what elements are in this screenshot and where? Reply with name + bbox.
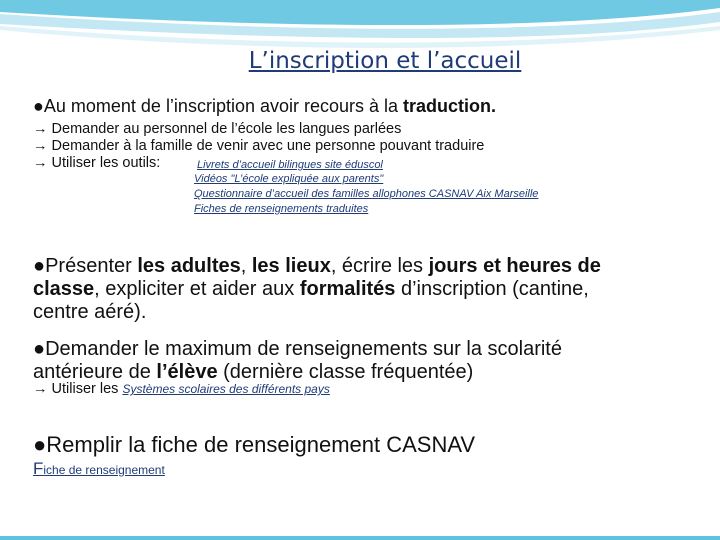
link-systemes-scolaires[interactable]: Systèmes scolaires des différents pays (122, 382, 330, 396)
bullet-icon: ● (33, 96, 44, 116)
bullet-icon: ● (33, 432, 47, 457)
link-fiche-renseignement[interactable]: Fiche de renseignement (33, 459, 165, 478)
link-livrets-accueil[interactable]: Livrets d’accueil bilingues site éduscol (197, 159, 383, 171)
section2-line3: centre aéré). (33, 301, 147, 323)
section3-line1: ●Demander le maximum de renseignements sur la scolarité (33, 338, 562, 360)
link-questionnaire-accueil[interactable]: Questionnaire d’accueil des familles allophones CASNAV Aix Marseille (194, 188, 539, 200)
arrow-line-1: → Demander au personnel de l’école les langues parlées (33, 121, 402, 137)
arrow-line-2: → Demander à la famille de venir avec une personne pouvant traduire (33, 138, 485, 154)
section3-line2: antérieure de l’élève (dernière classe fréquentée) (33, 361, 474, 383)
section2-line1: ●Présenter les adultes, les lieux, écrire les jours et heures de (33, 255, 601, 277)
bottom-accent-bar (0, 536, 720, 540)
section1-heading: ●Au moment de l’inscription avoir recours à la traduction. (33, 96, 497, 116)
section2-line2: classe, expliciter et aider aux formalités d’inscription (cantine, (33, 278, 589, 300)
section4-heading: ●Remplir la fiche de renseignement CASNAV (33, 432, 476, 457)
bullet-icon: ● (33, 338, 46, 360)
link-fiches-traduites[interactable]: Fiches de renseignements traduites (194, 203, 369, 215)
section3-arrow-line: → Utiliser les Systèmes scolaires des différents pays (33, 381, 330, 397)
bullet-icon: ● (33, 255, 46, 277)
link-videos-ecole[interactable]: Vidéos "L’école expliquée aux parents" (194, 173, 384, 185)
page-title: L’inscription et l’accueil (248, 48, 522, 74)
arrow-line-3: → Utiliser les outils: (33, 155, 161, 171)
